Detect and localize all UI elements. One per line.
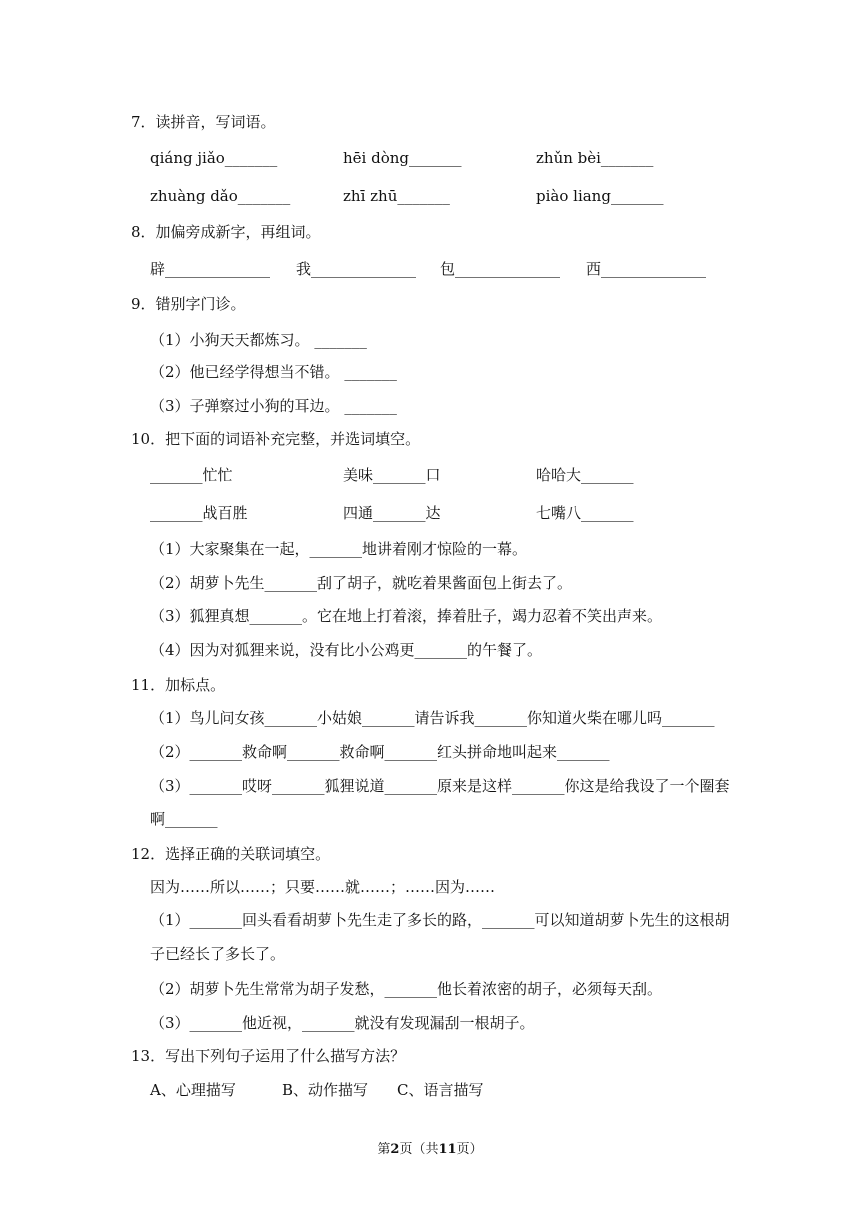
q12-item-2[interactable]: （2）胡萝卜先生常常为胡子发愁，_______他长着浓密的胡子，必须每天刮。 xyxy=(150,980,663,998)
q7-title: 7．读拼音，写词语。 xyxy=(131,113,276,131)
q9-title: 9．错别字门诊。 xyxy=(131,295,246,313)
footer-page-total: 11 xyxy=(438,1142,457,1157)
q10-title: 10．把下面的词语补充完整，并选词填空。 xyxy=(131,430,421,448)
q7-blank-4[interactable]: zhuàng dǎo_______ xyxy=(150,187,291,205)
footer-pre: 第 xyxy=(377,1142,391,1157)
q10-sentence-3[interactable]: （3）狐狸真想_______。它在地上打着滚，捧着肚子，竭力忍着不笑出声来。 xyxy=(150,607,663,625)
q10-sentence-2[interactable]: （2）胡萝卜先生_______刮了胡子，就吃着果酱面包上街去了。 xyxy=(150,574,573,592)
q7-blank-5[interactable]: zhī zhū_______ xyxy=(343,187,450,205)
q12-title: 12．选择正确的关联词填空。 xyxy=(131,845,331,863)
q10-word-6[interactable]: 七嘴八_______ xyxy=(536,504,634,522)
q12-item-1[interactable]: （1）_______回头看看胡萝卜先生走了多长的路，_______可以知道胡萝卜先生的这根胡 xyxy=(150,911,730,929)
q10-word-4[interactable]: _______战百胜 xyxy=(150,504,248,522)
q11-item-1[interactable]: （1）鸟儿问女孩_______小姑娘_______请告诉我_______你知道火柴在哪儿吗_______ xyxy=(150,709,715,727)
q13-option-c: C、语言描写 xyxy=(397,1081,484,1099)
q10-word-1[interactable]: _______忙忙 xyxy=(150,466,233,484)
q12-item-3[interactable]: （3）_______他近视，_______就没有发现漏刮一根胡子。 xyxy=(150,1014,535,1032)
footer-mid: 页（共 xyxy=(399,1142,439,1157)
q10-sentence-4[interactable]: （4）因为对狐狸来说，没有比小公鸡更_______的午餐了。 xyxy=(150,641,543,659)
q13-option-b: B、动作描写 xyxy=(282,1081,369,1099)
q8-item-2[interactable]: 我______________ xyxy=(296,260,417,278)
page-footer xyxy=(0,1140,860,1160)
q7-blank-1[interactable]: qiáng jiǎo_______ xyxy=(150,149,278,167)
q7-blank-3[interactable]: zhǔn bèi_______ xyxy=(536,149,654,167)
q13-option-a: A、心理描写 xyxy=(150,1081,236,1099)
q8-item-4[interactable]: 西______________ xyxy=(586,260,707,278)
q10-word-5[interactable]: 四通_______达 xyxy=(343,504,441,522)
q12-options: 因为……所以……；只要……就……；……因为…… xyxy=(150,878,496,896)
q11-title: 11．加标点。 xyxy=(131,676,226,694)
q13-title: 13．写出下列句子运用了什么描写方法？ xyxy=(131,1047,406,1065)
q12-item-1-cont: 子已经长了多长了。 xyxy=(150,945,286,963)
q9-item-1[interactable]: （1）小狗天天都炼习。 _______ xyxy=(150,331,367,349)
q7-blank-2[interactable]: hēi dòng_______ xyxy=(343,149,462,167)
q8-item-3[interactable]: 包______________ xyxy=(440,260,561,278)
q9-item-3[interactable]: （3）子弹察过小狗的耳边。 _______ xyxy=(150,397,397,415)
q8-item-1[interactable]: 辟______________ xyxy=(150,260,271,278)
footer-page-number: 2 xyxy=(390,1142,400,1157)
q8-title: 8．加偏旁成新字，再组词。 xyxy=(131,223,321,241)
q10-sentence-1[interactable]: （1）大家聚集在一起，_______地讲着刚才惊险的一幕。 xyxy=(150,540,528,558)
q11-item-2[interactable]: （2）_______救命啊_______救命啊_______红头拼命地叫起来_______ xyxy=(150,743,610,761)
q11-item-3-cont[interactable]: 啊_______ xyxy=(150,810,218,828)
q10-word-3[interactable]: 哈哈大_______ xyxy=(536,466,634,484)
footer-post: 页） xyxy=(456,1142,483,1157)
q10-word-2[interactable]: 美味_______口 xyxy=(343,466,441,484)
q11-item-3[interactable]: （3）_______哎呀_______狐狸说道_______原来是这样_______你这是给我设了一个圈套 xyxy=(150,777,730,795)
q9-item-2[interactable]: （2）他已经学得想当不错。 _______ xyxy=(150,363,397,381)
q7-blank-6[interactable]: piào liang_______ xyxy=(536,187,664,205)
